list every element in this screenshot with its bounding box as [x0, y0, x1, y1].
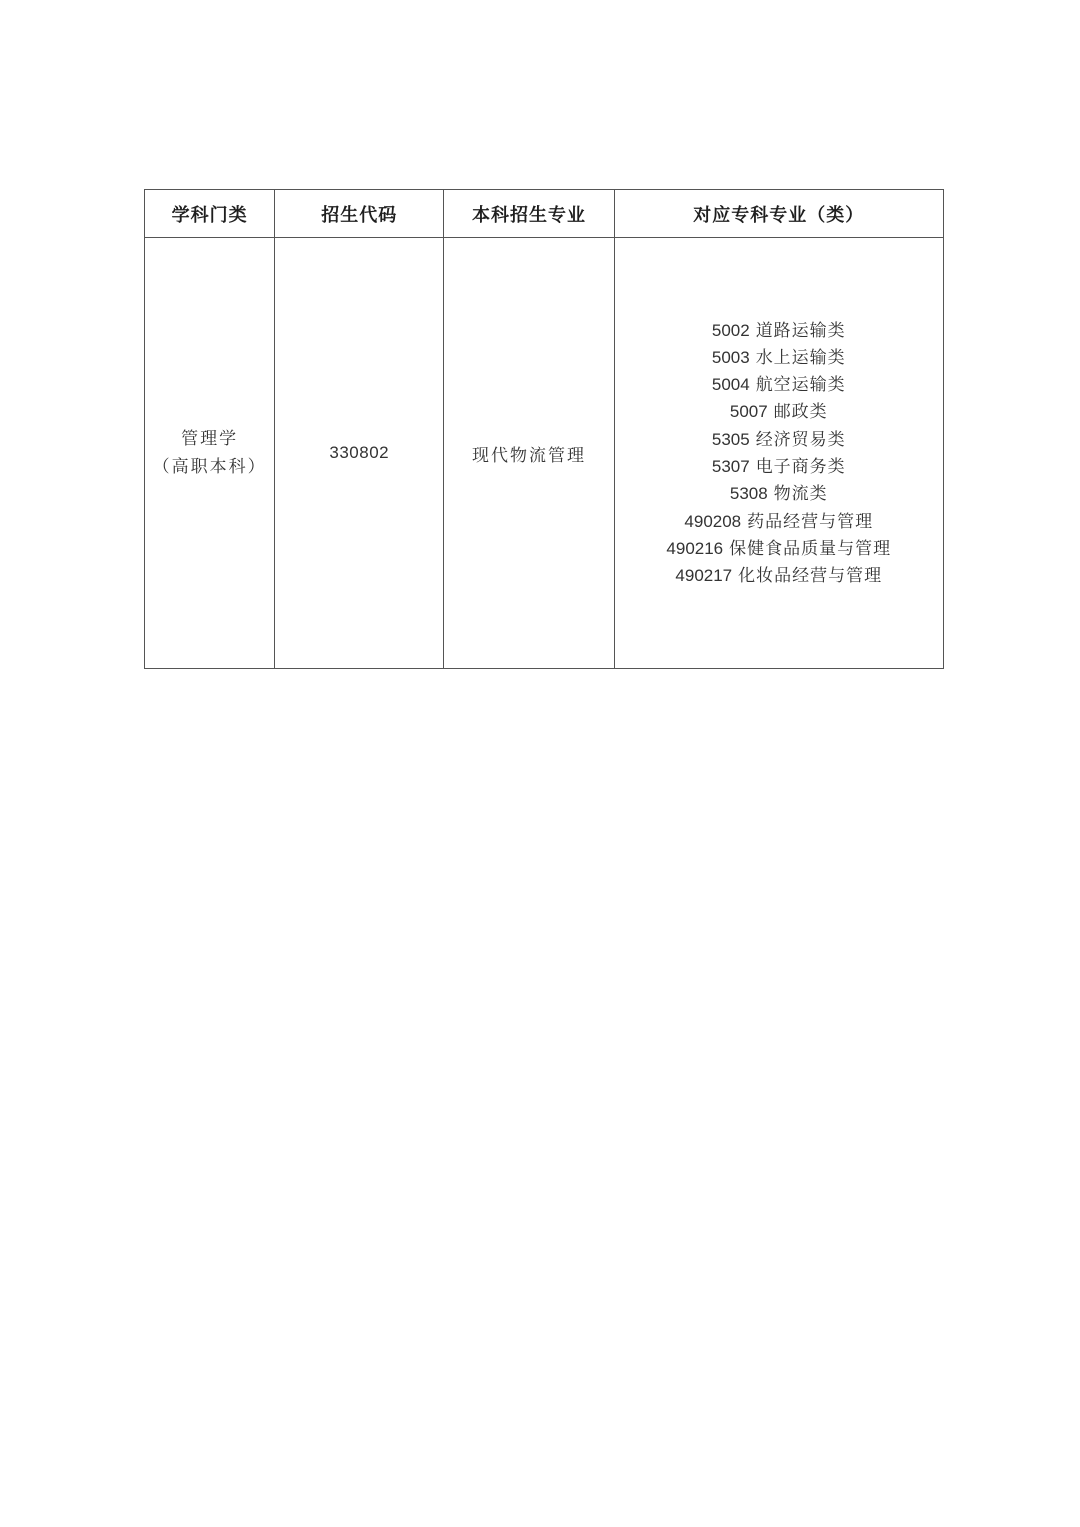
related-major-name: 化妆品经营与管理	[738, 566, 883, 587]
table-header-row	[145, 190, 944, 238]
related-major-name: 经济贸易类	[755, 429, 846, 450]
related-majors-list	[615, 317, 943, 590]
related-major-code: 5002	[711, 320, 750, 340]
related-major-name: 保健食品质量与管理	[729, 538, 892, 559]
list-item	[615, 398, 943, 425]
related-major-code: 490208	[684, 511, 742, 531]
related-major-name: 药品经营与管理	[747, 511, 874, 532]
list-item	[615, 480, 943, 507]
list-item	[615, 508, 943, 535]
discipline-category-cell	[145, 238, 275, 669]
related-major-code: 490217	[675, 566, 733, 586]
related-major-code: 5007	[729, 402, 768, 422]
header-enrollment-code: 招生代码	[275, 190, 444, 238]
related-major-code: 5308	[729, 484, 768, 504]
table-row	[145, 238, 944, 669]
header-discipline-category: 学科门类	[145, 190, 275, 238]
related-major-name: 水上运输类	[755, 347, 846, 368]
header-related-junior-college-majors: 对应专科专业（类）	[614, 190, 943, 238]
undergraduate-major-cell: 现代物流管理	[444, 238, 614, 669]
list-item	[615, 317, 943, 344]
major-mapping-table	[144, 189, 944, 669]
related-major-name: 物流类	[773, 484, 828, 505]
list-item	[615, 344, 943, 371]
related-major-name: 航空运输类	[755, 375, 846, 396]
discipline-category-name: 管理学	[181, 429, 239, 449]
related-major-code: 490216	[666, 538, 724, 558]
related-major-code: 5004	[711, 375, 750, 395]
related-major-code: 5305	[711, 429, 750, 449]
header-undergraduate-major: 本科招生专业	[444, 190, 614, 238]
related-major-name: 邮政类	[773, 402, 828, 423]
related-major-name: 道路运输类	[755, 320, 846, 341]
discipline-category-level: （高职本科）	[152, 457, 267, 477]
enrollment-code-cell: 330802	[275, 238, 444, 669]
list-item	[615, 371, 943, 398]
related-majors-cell	[614, 238, 943, 669]
list-item	[615, 562, 943, 589]
related-major-code: 5003	[711, 347, 750, 367]
related-major-code: 5307	[711, 457, 750, 476]
related-major-name: 电子商务类	[755, 457, 846, 477]
list-item	[615, 535, 943, 562]
list-item	[615, 453, 943, 480]
list-item	[615, 426, 943, 453]
